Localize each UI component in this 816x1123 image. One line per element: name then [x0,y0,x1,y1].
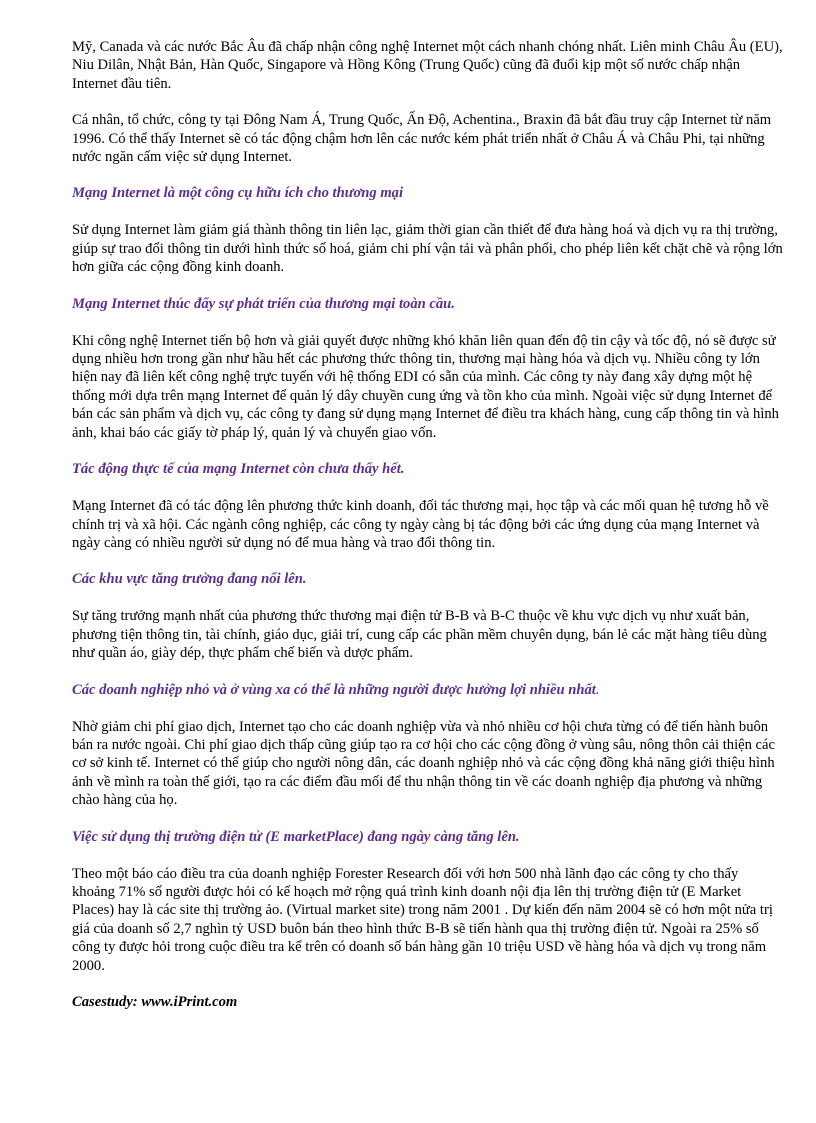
section-body-small-business: Nhờ giảm chi phí giao dịch, Internet tạo cho các doanh nghiệp vừa và nhỏ nhiều cơ hội chưa từng có để tiến hành buôn bán ra nước ngoài. Chi phí giao dịch thấp cũng giúp tạo ra cơ hội cho các cộng đồng ở vùng sâu, nông thôn cải thiện các cơ sở kinh tế. Internet có thể giúp cho người nông dân, các doanh nghiệp nhỏ và các cộng đồng khả năng giới thiệu hình ảnh về mình ra toàn thế giới, tạo ra các điểm đầu mối để thu nhận thông tin về các doanh nghiệp địa phương và những chào hàng của họ. [72,718,775,809]
section-body-growth-areas: Sự tăng trưởng mạnh nhất của phương thức thương mại điện tử B-B và B-C thuộc về khu vực dịch vụ như xuất bản, phương tiện thông tin, tài chính, giáo dục, giải trí, cung cấp các phần mềm chuyên dụng, bán lẻ các mặt hàng tiêu dùng như quần áo, giày dép, thực phẩm chế biến và dược phẩm. [72,608,767,662]
section-heading-small-business-text: Các doanh nghiệp nhỏ và ở vùng xa có thể là những người được hưởng lợi nhiều nhất [72,681,596,698]
section-heading-small-business [72,681,784,700]
section-heading-growth-areas: Các khu vực tăng trưởng đang nổi lên. [72,571,307,588]
section-body-tool-for-commerce: Sử dụng Internet làm giảm giá thành thông tin liên lạc, giảm thời gian cần thiết để đưa hàng hoá và dịch vụ ra thị trường, giúp sự trao đổi thông tin dưới hình thức số hoá, giảm chi phí vận tải và phân phối, cho phép liên kết chặt chẽ và rộng lớn hơn giữa các cộng đồng kinh doanh. [72,222,783,276]
section-heading-global-trade: Mạng Internet thúc đẩy sự phát triển của thương mại toàn cầu. [72,295,455,312]
section-heading-small-business-period: . [595,681,600,698]
section-heading-tool-for-commerce: Mạng Internet là một công cụ hữu ích cho thương mại [72,185,404,202]
intro-paragraph-2: Cá nhân, tổ chức, công ty tại Đông Nam Á, Trung Quốc, Ấn Độ, Achentina., Braxin đã bắt đầu truy cập Internet từ năm 1996. Có thể thấy Internet sẽ có tác động chậm hơn lên các nước kém phát triển nhất ở Châu Á và Châu Phi, tại những nước ngăn cấm việc sử dụng Internet. [72,112,772,166]
section-heading-real-impact: Tác động thực tế của mạng Internet còn chưa thấy hết. [72,461,405,478]
intro-paragraph-1: Mỹ, Canada và các nước Bắc Âu đã chấp nhận công nghệ Internet một cách nhanh chóng nhất. Liên minh Châu Âu (EU), Niu Dilân, Nhật Bản, Hàn Quốc, Singapore và Hồng Kông (Trung Quốc) cũng đã đuổi kịp một số nước chấp nhận Internet đầu tiên. [72,39,783,92]
casestudy-label: Casestudy: www.iPrint.com [72,994,238,1010]
section-body-e-marketplace: Theo một báo cáo điều tra của doanh nghiệp Forester Research đối với hơn 500 nhà lãnh đạo các công ty cho thấy khoảng 71% số người được hỏi có kế hoạch mở rộng quá trình kinh doanh nội địa lên thị trường điện tử (E Market Places) hay là các site thị trường ảo. (Virtual market site) trong năm 2001 . Dự kiến đến năm 2004 sẽ có hơn một nửa trị giá của doanh số 2,7 nghìn tỷ USD buôn bán theo hình thức B-B sẽ tiến hành qua thị trường điện tử. Ngoài ra 25% số công ty được hỏi trong cuộc điều tra kể trên có doanh số bán hàng gần 10 triệu USD về hàng hóa và dịch vụ trong năm 2000. [72,865,773,974]
document-page [72,38,784,1011]
section-body-global-trade: Khi công nghệ Internet tiến bộ hơn và giải quyết được những khó khăn liên quan đến độ tin cậy và tốc độ, nó sẽ được sử dụng nhiều hơn trong gần như hầu hết các phương thức thông tin, thương mại hàng hóa và dịch vụ. Nhiều công ty lớn hiện nay đã liên kết công nghệ trực tuyến với hệ thống EDI có sẵn của mình. Các công ty này đang xây dựng một hệ thống mới dựa trên mạng Internet để quản lý dây chuyền cung ứng và tồn kho của mình. Ngoài việc sử dụng Internet để bán các sản phẩm và dịch vụ, các công ty đang sử dụng mạng Internet để điều tra khách hàng, cung cấp thông tin và hình ảnh, khai báo các giấy tờ pháp lý, quản lý và chuyển giao vốn. [72,332,779,441]
section-heading-e-marketplace: Việc sử dụng thị trường điện tử (E marketPlace) đang ngày càng tăng lên. [72,828,520,845]
section-body-real-impact: Mạng Internet đã có tác động lên phương thức kinh doanh, đối tác thương mại, học tập và các mối quan hệ tương hỗ về chính trị và xã hội. Các ngành công nghiệp, các công ty ngày càng bị tác động bởi các ứng dụng của mạng Internet và ngày càng có nhiều người sử dụng nó để mua hàng và trao đổi thông tin. [72,498,769,551]
